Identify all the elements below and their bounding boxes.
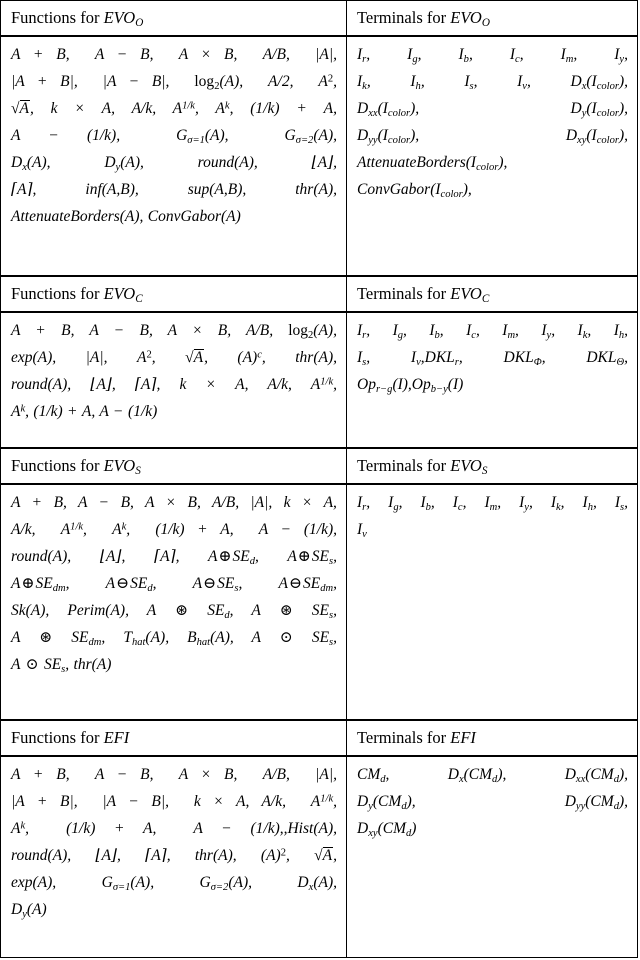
functions-cell-evo-o	[1, 37, 347, 275]
section-body-row	[1, 757, 637, 957]
symbol-evo-s: $EVO_S$	[103, 456, 141, 478]
header-prefix: Functions for	[11, 8, 100, 27]
header-prefix: Functions for	[11, 456, 100, 475]
header-cell-terminals-evo-s	[347, 449, 637, 483]
symbol-evo-o: $EVO_O$	[103, 8, 144, 30]
symbol-efi: EFI	[103, 728, 130, 747]
terminals-list-evo-o: $I_r$, $I_g$, $I_b$, $I_c$, $I_m$, $I_y$, $I_k$, $I_h$, $I_s$, $I_v$, $D_x(I_{color})$, $D_{xx}(I_{color})$, $D_y(I_{color})$, $D_{yy}(I_{color})$, $D_{xy}(I_{color})$, $AttenuateBorders(I_{color})$, $ConvGabor(I_{color})$,	[357, 46, 628, 200]
header-cell-functions-evo-s	[1, 449, 347, 483]
symbol-evo-c: $EVO_C$	[103, 284, 143, 306]
section-header-row	[1, 1, 637, 37]
header-prefix: Terminals for	[357, 8, 447, 27]
terminals-list-efi: $CM_d$, $D_x(CM_d)$, $D_{xx}(CM_d)$, $D_y(CM_d)$, $D_{yy}(CM_d)$, $D_{xy}(CM_d)$	[357, 766, 628, 839]
functions-list-evo-c: A + B, A − B, A × B, A/B, $\log_2(A)$, exp(A), |A|, $A^2$, √A, $(A)^c$, thr(A), round(A), ⌊A⌋, ⌈A⌉, k × A, A/k, $A^{1/k}$, $A^k$, (1/k) + A, A − (1/k)	[11, 322, 337, 420]
section-header-row	[1, 277, 637, 313]
symbol-evo-o: $EVO_O$	[450, 8, 490, 30]
header-prefix: Terminals for	[357, 456, 447, 475]
header-prefix: Functions for	[11, 728, 100, 747]
header-cell-functions-evo-c	[1, 277, 347, 311]
section-body-row	[1, 313, 637, 447]
section-body-row	[1, 37, 637, 275]
symbol-efi: EFI	[450, 728, 476, 747]
section-evo-s	[1, 449, 637, 721]
terminals-cell-evo-c	[347, 313, 637, 447]
header-prefix: Functions for	[11, 284, 100, 303]
header-cell-functions-efi	[1, 721, 347, 755]
terminals-cell-evo-o	[347, 37, 637, 275]
terminals-cell-evo-s	[347, 485, 637, 719]
header-cell-terminals-evo-c	[347, 277, 637, 311]
functions-list-evo-s: A + B, A − B, A × B, A/B, |A|, k × A, A/k, $A^{1/k}$, $A^k$, (1/k) + A, A − (1/k), round(A), ⌊A⌋, ⌈A⌉, $A\oplus SE_d$, $A\oplus SE_s$, $A\oplus SE_{dm}$, $A⊖SE_d$, $A⊖SE_s$, $A⊖SE_{dm}$, Sk(A), Perim(A), A ⊛ $SE_d$, A ⊛ $SE_s$, A ⊛ $SE_{dm}$, $T_{hat}(A)$, $B_{hat}(A)$, A ⊙ $SE_s$, A ⊙ $SE_s$, thr(A)	[11, 494, 338, 675]
functions-list-evo-o: A + B, A − B, A × B, A/B, |A|, |A + B|, |A − B|, $\log_2(A)$, A/2, $A^2$, √A, k × A, A/k, $A^{1/k}$, $A^k$, (1/k) + A, A − (1/k), $G_{\sigma=1}(A)$, $G_{\sigma=2}(A)$, $D_x(A)$, $D_y(A)$, round(A), ⌊A⌋, ⌈A⌉, inf(A,B), sup(A,B), thr(A), AttenuateBorders(A), ConvGabor(A)	[11, 46, 338, 225]
terminals-list-evo-s: $I_r$, $I_g$, $I_b$, $I_c$, $I_m$, $I_y$, $I_k$, $I_h$, $I_s$, $I_v$	[357, 494, 628, 540]
section-efi	[1, 721, 637, 957]
section-body-row	[1, 485, 637, 719]
section-evo-o	[1, 1, 637, 277]
symbol-evo-s: $EVO_S$	[450, 456, 488, 478]
functions-cell-evo-c	[1, 313, 347, 447]
header-prefix: Terminals for	[357, 284, 447, 303]
functions-cell-evo-s	[1, 485, 347, 719]
functions-list-efi: A + B, A − B, A × B, A/B, |A|, |A + B|, |A − B|, k × A, A/k, $A^{1/k}$, $A^k$, (1/k) + A, A − (1/k),,Hist(A), round(A), ⌊A⌋, ⌈A⌉, thr(A), $(A)^2$, √A, exp(A), $G_{\sigma=1}(A)$, $G_{\sigma=2}(A)$, $D_x(A)$, $D_y(A)$	[11, 766, 338, 920]
terminals-cell-efi	[347, 757, 637, 957]
header-cell-functions-evo-o	[1, 1, 347, 35]
symbol-evo-c: $EVO_C$	[450, 284, 490, 306]
section-evo-c	[1, 277, 637, 449]
header-prefix: Terminals for	[357, 728, 447, 747]
terminals-list-evo-c: $I_r$, $I_g$, $I_b$, $I_c$, $I_m$, $I_y$, $I_k$, $I_h$, $I_s$, $I_v,DKL_r$, $DKL_\Phi$, $DKL_\Theta$, $Op_{r-g}(I),Op_{b-y}(I)$	[357, 322, 629, 395]
header-cell-terminals-efi	[347, 721, 637, 755]
section-header-row	[1, 449, 637, 485]
functions-cell-efi	[1, 757, 347, 957]
header-cell-terminals-evo-o	[347, 1, 637, 35]
section-header-row	[1, 721, 637, 757]
